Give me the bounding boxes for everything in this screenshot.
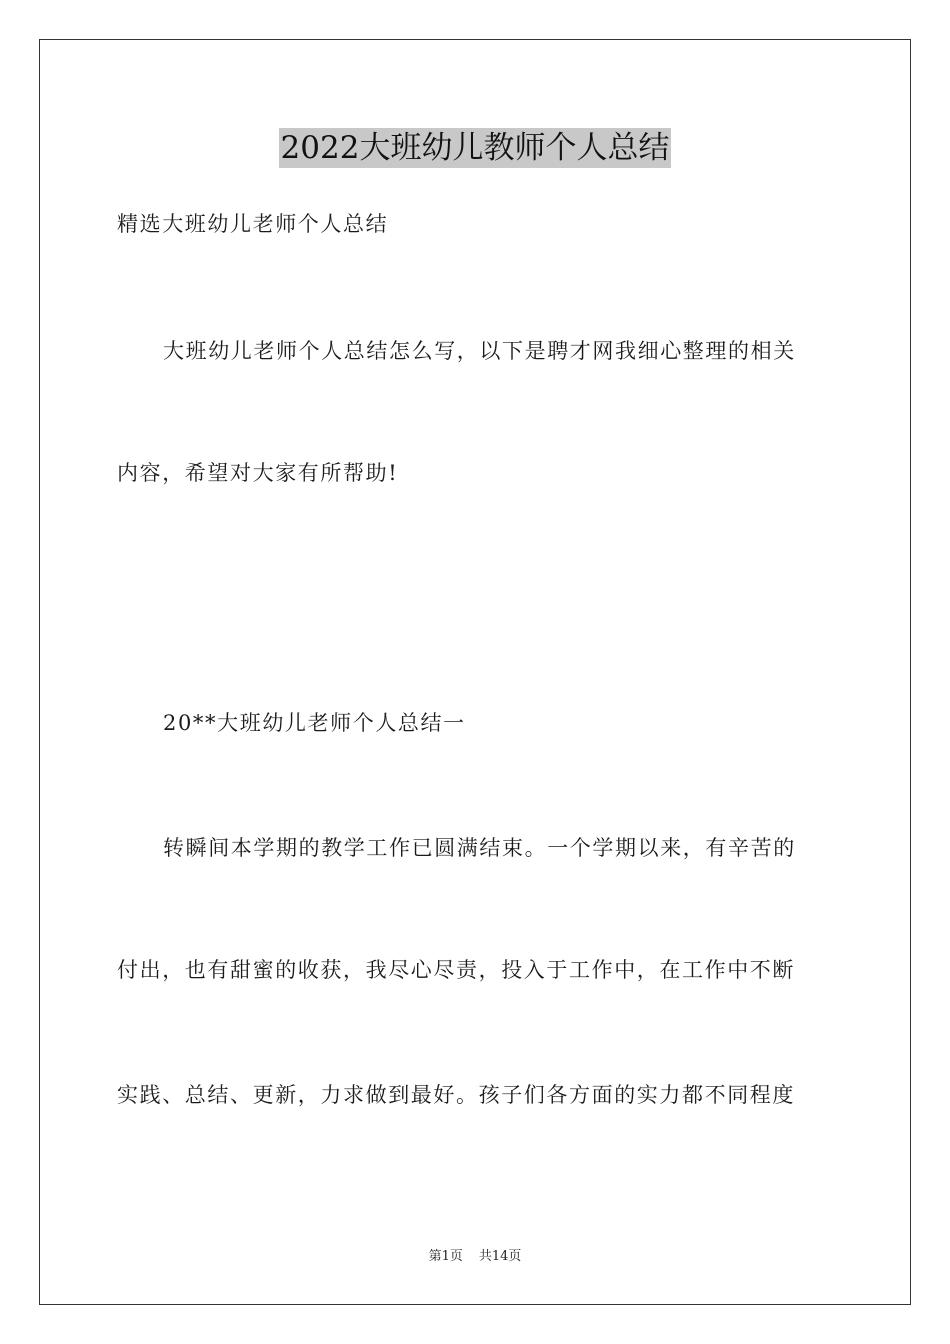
- section-heading: 20**大班幼儿老师个人总结一: [163, 711, 466, 735]
- title-container: [0, 128, 950, 168]
- paragraph-line: 转瞬间本学期的教学工作已圆满结束。一个学期以来，有辛苦的: [163, 836, 796, 860]
- page-number: 第1页: [428, 1249, 463, 1264]
- page-total: 共14页: [478, 1249, 522, 1264]
- page-footer: [0, 1248, 950, 1266]
- paragraph-line: 付出，也有甜蜜的收获，我尽心尽责，投入于工作中，在工作中不断: [117, 958, 795, 982]
- document-title: 2022大班幼儿教师个人总结: [280, 130, 670, 166]
- paragraph-line: 实践、总结、更新，力求做到最好。孩子们各方面的实力都不同程度: [117, 1083, 795, 1107]
- paragraph-line: 内容，希望对大家有所帮助!: [117, 461, 399, 485]
- subtitle-line: 精选大班幼儿老师个人总结: [117, 212, 389, 236]
- paragraph-line: 大班幼儿老师个人总结怎么写，以下是聘才网我细心整理的相关: [163, 339, 796, 363]
